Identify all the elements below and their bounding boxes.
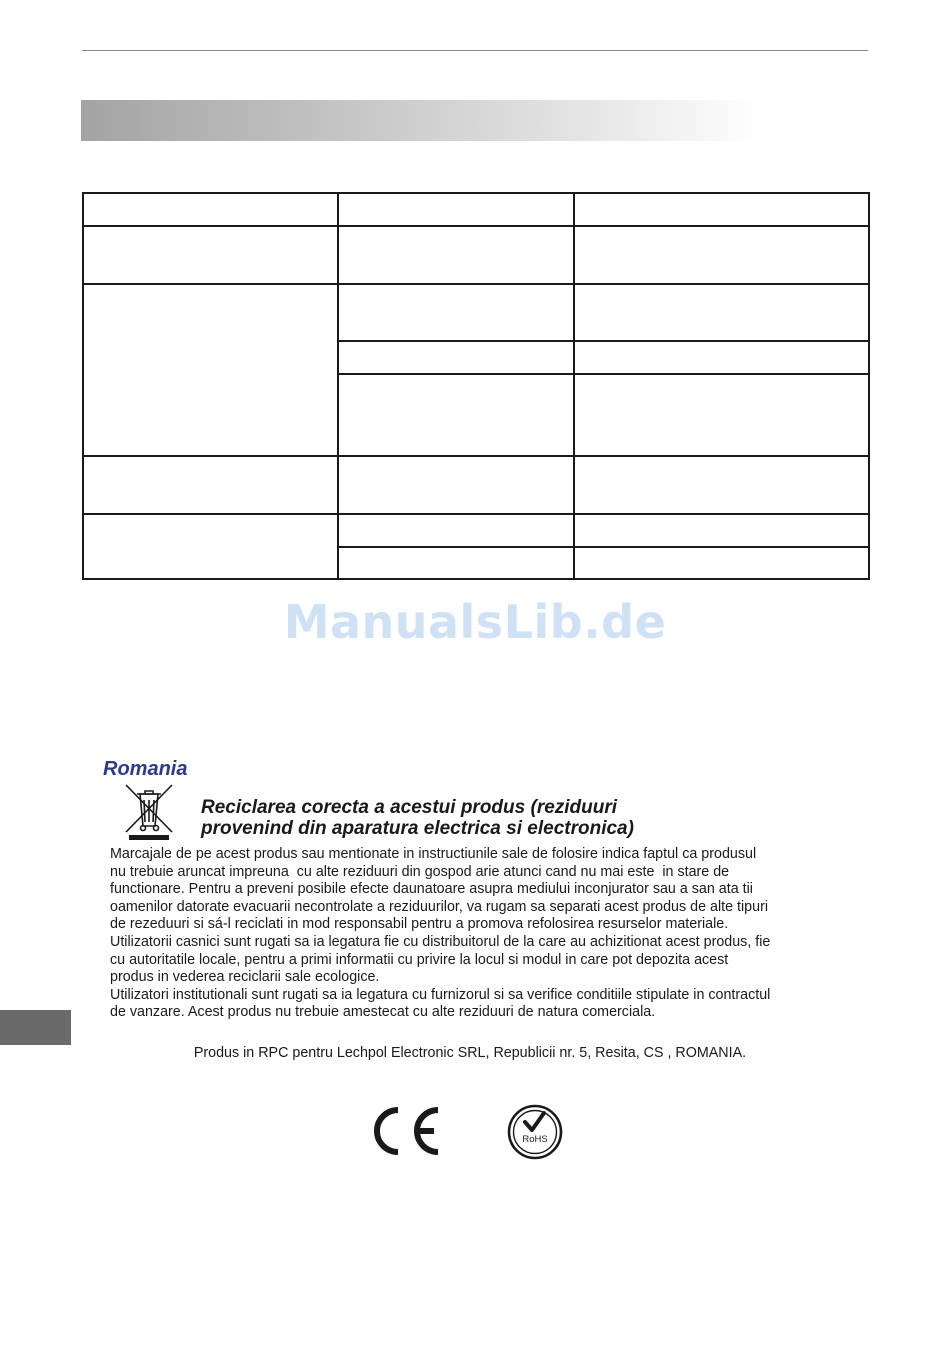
recycling-paragraph [110,846,870,1022]
paragraph-line: cu autoritatile locale, pentru a primi informatii cu privire la locul si modul in care pot depozita acest [110,951,729,968]
paragraph-line: de vanzare. Acest produs nu trebuie amestecat cu alte reziduuri de natura comerciala. [110,1004,656,1021]
paragraph-line: de rezeduuri si sá-l reciclati in mod responsabil pentru a promova refolosirea resurselor materiale. [110,916,729,933]
table-cell [574,514,869,547]
recycling-heading [201,797,634,839]
table-cell [83,514,338,579]
paragraph-line: Utilizatorii casnici sunt rugati sa ia legatura fie cu distribuitorul de la care au achizitionat acest produs, fie [110,933,771,950]
heading-line: Reciclarea corecta a acestui produs (reziduuri [201,797,618,818]
table-cell [574,456,869,514]
paragraph-line: produs in vederea reciclarii sale ecologice. [110,969,380,986]
table-cell [83,284,338,456]
table-cell [338,341,574,374]
table-cell [574,193,869,226]
paragraph-line: nu trebuie aruncat impreuna cu alte reziduuri din gospod arie atunci cand nu mai este in stare de [110,863,730,880]
paragraph-line: Utilizatori institutionali sunt rugati sa ia legatura cu furnizorul si sa verifice conditiile stipulate in contractul [110,986,771,1003]
table-cell [338,547,574,579]
table-row [83,284,869,341]
table-row [83,193,869,226]
paragraph-line: Marcajale de pe acest produs sau mentionate in instructiunile sale de folosire indica faptul ca produsul [110,846,757,862]
crossed-out-wheelie-bin-icon [120,782,178,842]
table-cell [574,374,869,456]
table-cell [338,374,574,456]
side-tab-marker [0,1010,71,1045]
table-cell [574,226,869,284]
ce-mark-icon [368,1105,442,1157]
table-cell [83,226,338,284]
section-header-bar [81,100,761,141]
table-row [83,456,869,514]
table-cell [338,514,574,547]
rohs-label: RoHS [522,1134,548,1145]
paragraph-line: oamenilor datorate evacuarii necontrolate a reziduurilor, va rugam sa separati acest produs de alte tipuri [110,898,769,915]
country-heading: Romania [103,758,188,780]
heading-line: provenind din aparatura electrica si electronica) [201,818,634,839]
manufacturer-footer: Produs in RPC pentru Lechpol Electronic SRL, Republicii nr. 5, Resita, CS , ROMANIA. [193,1045,747,1061]
table-cell [574,341,869,374]
table-cell [83,456,338,514]
table-cell [338,284,574,341]
paragraph-line: functionare. Pentru a preveni posibile efecte daunatoare asupra mediului inconjurator sau a san ata tii [110,881,753,898]
table-cell [574,284,869,341]
table-cell [338,456,574,514]
rohs-check-icon [507,1104,563,1160]
spec-table [82,192,870,580]
table-row [83,226,869,284]
table-row [83,514,869,547]
table-cell [574,547,869,579]
table-cell [83,193,338,226]
table-cell [338,226,574,284]
watermark[interactable]: ManualsLib.de [283,595,667,649]
top-rule [82,50,868,51]
table-cell [338,193,574,226]
